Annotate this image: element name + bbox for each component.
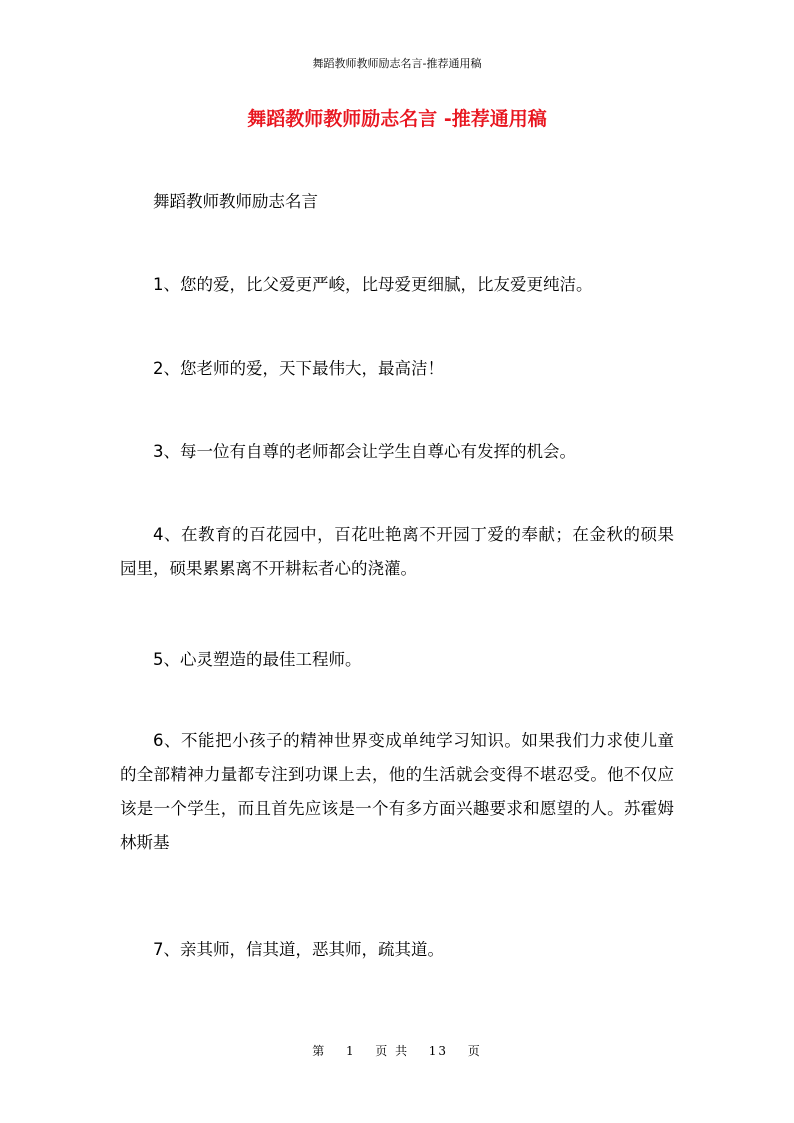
quote-text: 3、每一位有自尊的老师都会让学生自尊心有发挥的机会。 (153, 442, 576, 461)
quote-text: 1、您的爱，比父爱更严峻，比母爱更细腻，比友爱更纯洁。 (153, 275, 593, 294)
quote-item (120, 435, 674, 469)
quote-text: 2、您老师的爱，天下最伟大，最高洁！ (153, 359, 444, 378)
footer-suffix: 页 (467, 1044, 482, 1058)
footer-middle: 页 共 (375, 1044, 410, 1058)
quote-item (120, 724, 674, 860)
running-header: 舞蹈教师教师励志名言-推荐通用稿 (312, 57, 482, 70)
current-page-number: 1 (345, 1044, 356, 1058)
quote-text: 4、在教育的百花园中，百花吐艳离不开园丁爱的奉献；在金秋的硕果园里，硕果累累离不开耕耘者心的浇灌。 (120, 525, 674, 578)
quote-item (120, 518, 674, 586)
quote-item (120, 643, 674, 677)
header-divider (120, 76, 674, 77)
quote-item (120, 933, 674, 967)
intro-heading (120, 185, 674, 219)
total-page-count: 13 (428, 1044, 449, 1058)
page-footer (0, 1043, 794, 1059)
quote-item (120, 268, 674, 302)
footer-prefix: 第 (312, 1044, 327, 1058)
intro-paragraph: 舞蹈教师教师励志名言 (153, 192, 318, 211)
document-title: 舞蹈教师教师励志名言 -推荐通用稿 (247, 108, 547, 130)
quote-text: 7、亲其师，信其道，恶其师，疏其道。 (153, 940, 444, 959)
quote-item (120, 352, 674, 386)
quote-text: 5、心灵塑造的最佳工程师。 (153, 650, 362, 669)
quote-text: 6、不能把小孩子的精神世界变成单纯学习知识。如果我们力求使儿童的全部精神力量都专注到功课上去，他的生活就会变得不堪忍受。他不仅应该是一个学生，而且首先应该是一个有多方面兴趣要求和愿望的人。苏霍姆林斯基 (120, 731, 674, 852)
